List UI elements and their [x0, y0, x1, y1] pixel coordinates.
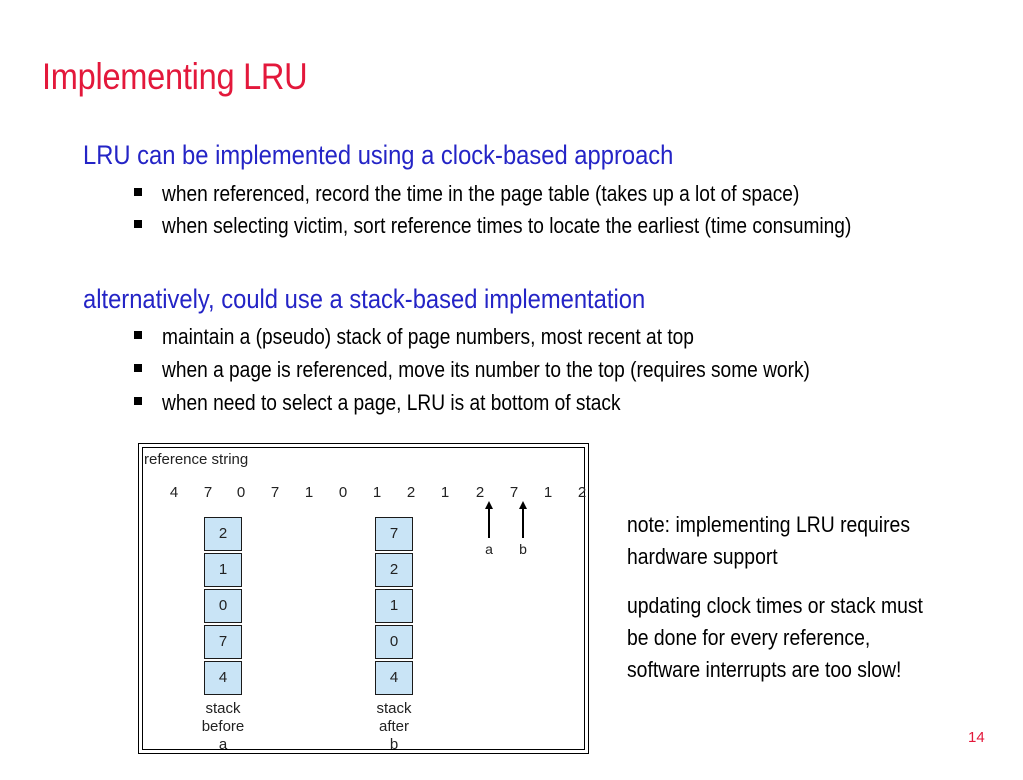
bullet-marker: [134, 220, 142, 228]
bullet-marker: [134, 364, 142, 372]
reference-number: 7: [509, 484, 519, 501]
note-line: hardware support: [627, 544, 778, 569]
stack-cell: 2: [375, 553, 413, 587]
stack-cell: 7: [204, 625, 242, 659]
stack-after-caption: [354, 700, 434, 754]
stack-cell: 4: [375, 661, 413, 695]
arrow-shaft: [488, 508, 490, 538]
caption-line: before: [201, 718, 245, 735]
reference-number: 0: [236, 484, 246, 501]
stack-cell: 1: [204, 553, 242, 587]
reference-number: 0: [338, 484, 348, 501]
stack-cell: 1: [375, 589, 413, 623]
stack-before: [204, 517, 242, 697]
stack-cell: 0: [375, 625, 413, 659]
slide-title: Implementing LRU: [42, 56, 308, 97]
reference-number: 7: [270, 484, 280, 501]
note-line: updating clock times or stack must: [627, 593, 923, 618]
stack-cell: 7: [375, 517, 413, 551]
reference-number: 2: [577, 484, 587, 501]
note-update-cost: [627, 590, 923, 686]
caption-line: stack: [376, 700, 412, 717]
note-hardware-support: [627, 509, 910, 573]
bullet-marker: [134, 188, 142, 196]
reference-number: 4: [169, 484, 179, 501]
arrow-shaft: [522, 508, 524, 538]
caption-line: after: [378, 718, 409, 735]
reference-string-label: reference string: [144, 451, 249, 468]
reference-number: 1: [543, 484, 553, 501]
stack-after: [375, 517, 413, 697]
section-heading-stack: alternatively, could use a stack-based implementation: [83, 284, 646, 314]
section-heading-clock: LRU can be implemented using a clock-based approach: [83, 140, 674, 170]
bullet-text: maintain a (pseudo) stack of page numbers, most recent at top: [162, 324, 694, 349]
bullet-text: when referenced, record the time in the page table (takes up a lot of space): [162, 181, 800, 206]
stack-cell: 0: [204, 589, 242, 623]
reference-number: 7: [203, 484, 213, 501]
reference-number: 2: [475, 484, 485, 501]
note-line: software interrupts are too slow!: [627, 657, 902, 682]
reference-number: 1: [372, 484, 382, 501]
bullet-text: when a page is referenced, move its number to the top (requires some work): [162, 357, 810, 382]
caption-line: stack: [205, 700, 241, 717]
page-number: 14: [968, 729, 985, 746]
reference-number: 2: [406, 484, 416, 501]
bullet-text: when selecting victim, sort reference times to locate the earliest (time consuming): [162, 213, 852, 238]
bullet-marker: [134, 397, 142, 405]
note-line: note: implementing LRU requires: [627, 512, 911, 537]
arrow-label-b: b: [519, 541, 527, 557]
stack-cell: 2: [204, 517, 242, 551]
caption-line: a: [218, 736, 228, 753]
reference-number: 1: [440, 484, 450, 501]
figure-frame: [142, 447, 587, 753]
stack-before-caption: [183, 700, 263, 754]
note-line: be done for every reference,: [627, 625, 871, 650]
lru-stack-figure: [138, 443, 589, 754]
stack-cell: 4: [204, 661, 242, 695]
reference-number: 1: [304, 484, 314, 501]
caption-line: b: [389, 736, 399, 753]
bullet-text: when need to select a page, LRU is at bottom of stack: [162, 390, 621, 415]
bullet-marker: [134, 331, 142, 339]
arrow-label-a: a: [485, 541, 493, 557]
